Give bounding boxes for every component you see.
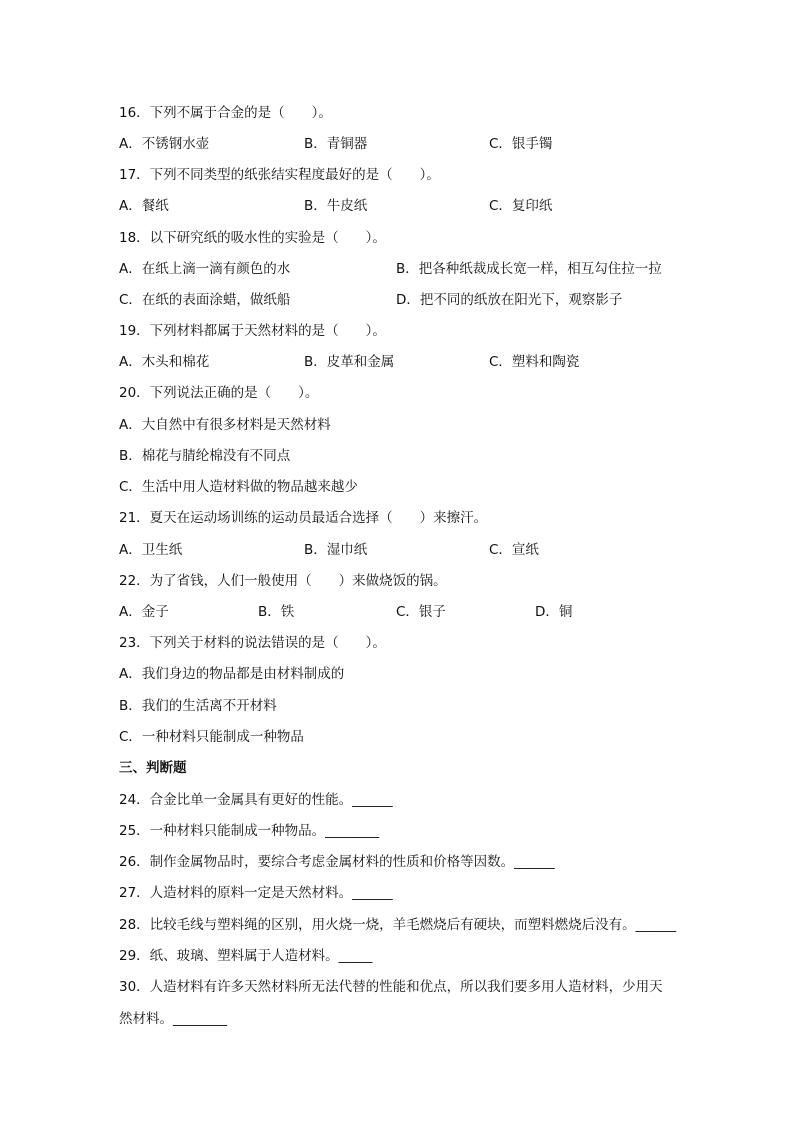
question-23-option-a: A．我们身边的物品都是由材料制成的	[119, 666, 345, 682]
question-16-option-b: B．青铜器	[304, 136, 368, 152]
judgment-24: 24．合金比单一金属具有更好的性能。______	[119, 792, 393, 808]
section-title-judgment: 三、判断题	[119, 760, 187, 776]
judgment-28: 28．比较毛线与塑料绳的区别，用火烧一烧，羊毛燃烧后有硬块，而塑料燃烧后没有。______	[119, 917, 677, 933]
question-18-stem: 18．以下研究纸的吸水性的实验是（ ）。	[119, 230, 386, 246]
question-22-option-d: D．铜	[535, 604, 573, 620]
question-20-stem: 20．下列说法正确的是（ ）。	[119, 385, 319, 401]
question-19-option-a: A．木头和棉花	[119, 354, 210, 370]
judgment-27: 27．人造材料的原料一定是天然材料。______	[119, 885, 393, 901]
question-16-option-c: C．银手镯	[489, 136, 553, 152]
question-18-option-a: A．在纸上滴一滴有颜色的水	[119, 261, 291, 277]
question-16-stem: 16．下列不属于合金的是（ ）。	[119, 105, 332, 121]
question-16-option-a: A．不锈钢水壶	[119, 136, 210, 152]
question-22-option-a: A．金子	[119, 604, 169, 620]
question-20-option-c: C．生活中用人造材料做的物品越来越少	[119, 479, 358, 495]
question-17-option-c: C．复印纸	[489, 198, 553, 214]
question-18-option-b: B．把各种纸裁成长宽一样，相互勾住拉一拉	[396, 261, 662, 277]
question-21-option-a: A．卫生纸	[119, 542, 183, 558]
question-21-stem: 21．夏天在运动场训练的运动员最适合选择（ ）来擦汗。	[119, 510, 488, 526]
question-21-option-c: C．宣纸	[489, 542, 539, 558]
question-19-option-b: B．皮革和金属	[304, 354, 395, 370]
question-21-option-b: B．湿巾纸	[304, 542, 368, 558]
question-18-option-c: C．在纸的表面涂蜡，做纸船	[119, 292, 291, 308]
question-23-option-c: C．一种材料只能制成一种物品	[119, 729, 304, 745]
question-23-option-b: B．我们的生活离不开材料	[119, 698, 277, 714]
question-17-option-b: B．牛皮纸	[304, 198, 368, 214]
judgment-26: 26．制作金属物品时，要综合考虑金属材料的性质和价格等因数。______	[119, 854, 555, 870]
question-18-option-d: D．把不同的纸放在阳光下，观察影子	[396, 292, 623, 308]
question-22-option-b: B．铁	[258, 604, 295, 620]
question-20-option-a: A．大自然中有很多材料是天然材料	[119, 417, 331, 433]
question-20-option-b: B．棉花与腈纶棉没有不同点	[119, 448, 291, 464]
question-17-stem: 17．下列不同类型的纸张结实程度最好的是（ ）。	[119, 167, 440, 183]
question-17-option-a: A．餐纸	[119, 198, 169, 214]
question-22-option-c: C．银子	[396, 604, 446, 620]
question-23-stem: 23．下列关于材料的说法错误的是（ ）。	[119, 635, 386, 651]
judgment-30-line2: 然材料。________	[119, 1011, 227, 1027]
judgment-25: 25．一种材料只能制成一种物品。________	[119, 823, 380, 839]
question-19-option-c: C．塑料和陶瓷	[489, 354, 580, 370]
question-22-stem: 22．为了省钱，人们一般使用（ ）来做烧饭的锅。	[119, 573, 447, 589]
judgment-29: 29．纸、玻璃、塑料属于人造材料。_____	[119, 948, 373, 964]
question-19-stem: 19．下列材料都属于天然材料的是（ ）。	[119, 323, 386, 339]
judgment-30-line1: 30．人造材料有许多天然材料所无法代替的性能和优点，所以我们要多用人造材料，少用天	[119, 979, 663, 995]
